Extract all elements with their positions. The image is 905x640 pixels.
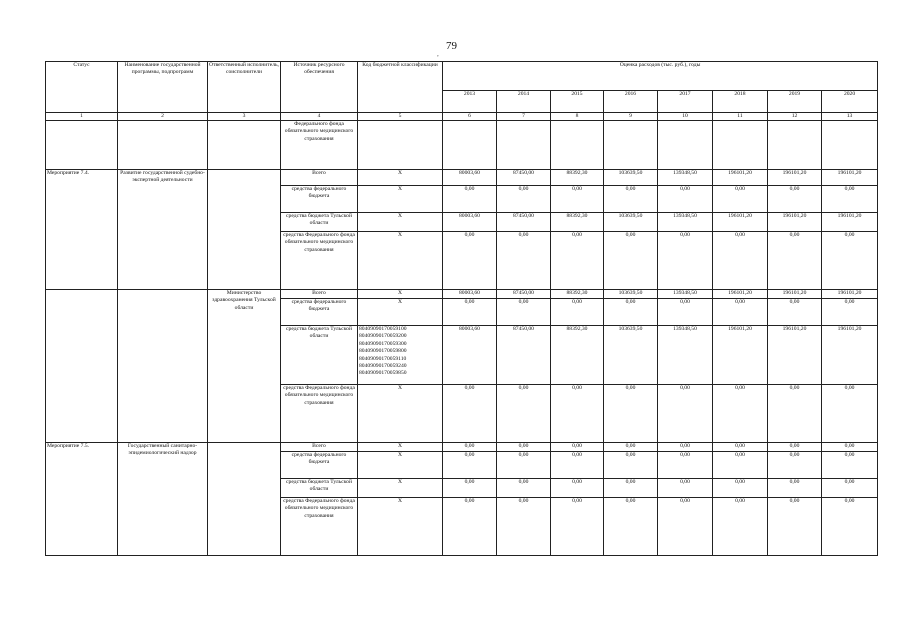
value-cell: 0,00 [768,232,822,290]
value-cell: 0,00 [604,385,658,443]
col-number: 1 [46,113,118,121]
budget-code: 80409090170059850 [359,370,407,377]
code-cell: Х [358,385,443,443]
source-cell: средства бюджета Тульской области [281,326,358,385]
col-number: 3 [208,113,281,121]
value-cell: 0,00 [604,479,658,498]
budget-table [45,61,878,556]
value-cell: 88392,30 [551,170,604,186]
value-cell: 0,00 [497,186,551,213]
code-cell: Х [358,443,443,452]
table-row [46,290,878,299]
table-row [46,170,878,186]
value-cell: 0,00 [497,385,551,443]
code-cell [358,326,443,385]
source-cell: Федерального фонда обязательного медицинского страхования [281,121,358,170]
value-cell: 0,00 [768,385,822,443]
value-cell: 0,00 [768,498,822,556]
value-cell: 103639,50 [604,290,658,299]
source-cell: средства федерального бюджета [281,299,358,326]
value-cell: 0,00 [658,479,713,498]
value-cell: 0,00 [497,443,551,452]
header-code: Код бюджетной классификации [358,62,443,113]
col-number: 9 [604,113,658,121]
code-cell: Х [358,290,443,299]
source-cell: средства Федерального фонда обязательного медицинского страхования [281,498,358,556]
value-cell: 0,00 [604,443,658,452]
source-cell: Всего [281,170,358,186]
value-cell: 0,00 [443,443,497,452]
source-cell: средства Федерального фонда обязательного медицинского страхования [281,385,358,443]
code-cell: Х [358,299,443,326]
header-status: Статус [46,62,118,113]
value-cell: 0,00 [658,186,713,213]
table-row [46,121,878,170]
value-cell: 196101,20 [822,213,878,232]
value-cell: 139348,50 [658,213,713,232]
value-cell: 0,00 [497,299,551,326]
value-cell: 0,00 [443,498,497,556]
year-2013: 2013 [443,91,497,113]
value-cell: 196101,20 [713,170,768,186]
year-2014: 2014 [497,91,551,113]
value-cell: 0,00 [822,479,878,498]
value-cell: 0,00 [443,452,497,479]
budget-code: 80409090170059300 [359,340,407,347]
value-cell: 0,00 [768,443,822,452]
source-cell: средства федерального бюджета [281,452,358,479]
value-cell: 196101,20 [768,213,822,232]
col-number: 10 [658,113,713,121]
code-cell: Х [358,498,443,556]
value-cell: 80003,60 [443,170,497,186]
value-cell: 0,00 [822,443,878,452]
value-cell: 80003,60 [443,213,497,232]
value-cell: 196101,20 [713,290,768,299]
value-cell: 88392,30 [551,213,604,232]
value-cell: 0,00 [443,186,497,213]
value-cell: 80003,60 [443,290,497,299]
year-2017: 2017 [658,91,713,113]
code-cell: Х [358,479,443,498]
activity-status: Мероприятие 7.4. [46,170,118,290]
value-cell: 0,00 [822,498,878,556]
col-number: 12 [768,113,822,121]
value-cell: 0,00 [497,232,551,290]
value-cell: 0,00 [822,186,878,213]
value-cell: 196101,20 [822,170,878,186]
value-cell: 87450,00 [497,170,551,186]
value-cell: 0,00 [551,443,604,452]
value-cell: 103639,50 [604,213,658,232]
activity-name: Развитие государственной судебно-экспертной деятельности [118,170,208,290]
value-cell: 196101,20 [822,326,878,385]
value-cell: 0,00 [768,299,822,326]
col-number: 11 [713,113,768,121]
value-cell: 87450,00 [497,213,551,232]
col-number: 4 [281,113,358,121]
budget-code: 80409090170059100 [359,326,407,332]
budget-code: 80409090170059240 [359,362,407,369]
col-number: 13 [822,113,878,121]
value-cell: 139348,50 [658,170,713,186]
value-cell: 80003,60 [443,326,497,385]
value-cell: 0,00 [822,232,878,290]
column-number-row [46,113,878,121]
source-cell: Всего [281,443,358,452]
value-cell: 0,00 [768,186,822,213]
value-cell: 0,00 [658,385,713,443]
value-cell: 139348,50 [658,290,713,299]
value-cell: 196101,20 [768,326,822,385]
budget-code: 80409090170059800 [359,348,407,355]
value-cell: 88392,30 [551,290,604,299]
code-cell: Х [358,213,443,232]
value-cell: 0,00 [658,498,713,556]
col-number: 5 [358,113,443,121]
col-number: 2 [118,113,208,121]
value-cell: 0,00 [551,452,604,479]
value-cell: 196101,20 [768,170,822,186]
activity-status: Мероприятие 7.5. [46,443,118,556]
value-cell: 0,00 [822,385,878,443]
value-cell: 0,00 [551,385,604,443]
value-cell: 103639,50 [604,326,658,385]
value-cell: 0,00 [822,299,878,326]
value-cell: 0,00 [497,498,551,556]
value-cell: 0,00 [768,479,822,498]
value-cell: 0,00 [713,299,768,326]
header-executor: Ответственный исполнитель, соисполнители [208,62,281,113]
value-cell: 0,00 [443,385,497,443]
value-cell: 0,00 [713,452,768,479]
value-cell: 196101,20 [713,326,768,385]
value-cell: 196101,20 [768,290,822,299]
value-cell: 0,00 [658,443,713,452]
value-cell: 0,00 [551,479,604,498]
value-cell: 0,00 [658,232,713,290]
value-cell: 0,00 [604,186,658,213]
value-cell: 103639,50 [604,170,658,186]
value-cell: 0,00 [443,232,497,290]
source-cell: средства бюджета Тульской области [281,213,358,232]
page-number: 79 [446,40,457,52]
value-cell: 0,00 [443,299,497,326]
source-cell: средства федерального бюджета [281,186,358,213]
value-cell: 0,00 [497,479,551,498]
year-2015: 2015 [551,91,604,113]
header-row [46,62,878,91]
value-cell: 196101,20 [713,213,768,232]
value-cell: 0,00 [497,452,551,479]
value-cell: 0,00 [604,299,658,326]
value-cell: 0,00 [713,443,768,452]
value-cell: 0,00 [713,232,768,290]
budget-code: 80409090170059110 [359,355,407,362]
header-program-name: Наименование государственной программы, подпрограмм [118,62,208,113]
code-cell: Х [358,186,443,213]
value-cell: 0,00 [604,498,658,556]
value-cell: 0,00 [658,452,713,479]
value-cell: 0,00 [713,498,768,556]
col-number: 6 [443,113,497,121]
col-number: 7 [497,113,551,121]
value-cell: 0,00 [713,479,768,498]
header-source: Источник ресурсного обеспечения [281,62,358,113]
code-cell: Х [358,170,443,186]
year-2016: 2016 [604,91,658,113]
value-cell: 0,00 [551,186,604,213]
value-cell: 0,00 [713,385,768,443]
value-cell: 0,00 [551,232,604,290]
year-2018: 2018 [713,91,768,113]
activity-name: Государственный санитарно-эпидемиологический надзор [118,443,208,556]
code-cell: Х [358,452,443,479]
value-cell: 0,00 [604,232,658,290]
header-expenses: Оценка расходов (тыс. руб.), годы [443,62,878,91]
value-cell: 0,00 [551,299,604,326]
value-cell: 88392,30 [551,326,604,385]
budget-code: 80409090170059200 [359,333,407,340]
source-cell: средства бюджета Тульской области [281,479,358,498]
source-cell: Всего [281,290,358,299]
value-cell: 0,00 [551,498,604,556]
executor-cell: Министерство здравоохранения Тульской области [208,290,281,443]
source-cell: средства Федерального фонда обязательного медицинского страхования [281,232,358,290]
value-cell: 0,00 [658,299,713,326]
value-cell: 0,00 [443,479,497,498]
table-row [46,443,878,452]
col-number: 8 [551,113,604,121]
value-cell: 0,00 [768,452,822,479]
year-2019: 2019 [768,91,822,113]
value-cell: 87450,00 [497,290,551,299]
page-mark: , [437,50,439,58]
value-cell: 0,00 [713,186,768,213]
value-cell: 0,00 [604,452,658,479]
value-cell: 139348,50 [658,326,713,385]
value-cell: 0,00 [822,452,878,479]
code-cell: Х [358,232,443,290]
year-2020: 2020 [822,91,878,113]
value-cell: 196101,20 [822,290,878,299]
value-cell: 87450,00 [497,326,551,385]
